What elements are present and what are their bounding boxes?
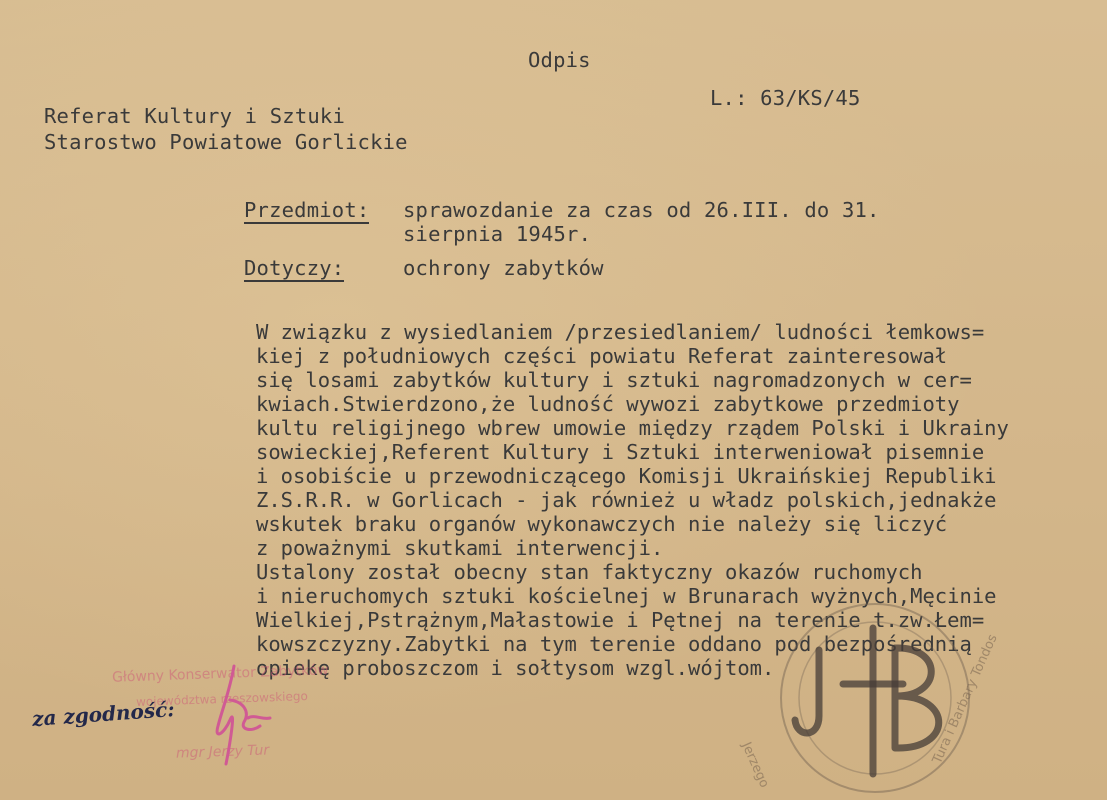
stamp-line-2: województwa rzeszowskiego [135,689,309,709]
body-line: Wielkiej,Pstrążnym,Małastowie i Pętnej na terenie t.zw.Łem= [256,608,985,632]
subject-label: Przedmiot: [244,198,370,222]
handwritten-note: za zgodność: [31,697,176,731]
watermark-logo-icon [775,598,985,798]
body-line: Ustalony został obecny stan faktyczny okazów ruchomych [256,560,923,584]
subject-line-2: sierpnia 1945r. [403,222,592,246]
stamp-line-1: Główny Konserwator Zabytków [111,662,329,686]
body-line: kowszczyzny.Zabytki na tym terenie oddano pod bezpośrednią [256,632,972,656]
concerns-label: Dotyczy: [244,256,345,280]
body-line: W związku z wysiedlaniem /przesiedlaniem/ ludności łemkows= [256,320,985,344]
watermark-text-left: Jerzego [738,740,772,791]
body-line: i osobiście u przewodniczącego Komisji Ukraińskiej Republiki [256,464,997,488]
body-line: opiekę proboszczom i sołtysom wzgl.wójtom. [256,656,775,680]
body-line: się losami zabytków kultury i sztuki nagromadzonych w cer= [256,368,972,392]
body-line: sowieckiej,Referent Kultury i Sztuki interweniował pisemnie [256,440,985,464]
body-line: i nieruchomych sztuki kościelnej w Brunarach wyżnych,Męcinie [256,584,997,608]
body-line: kultu religijnego wbrew umowie między rządem Polski i Ukrainy [256,416,1009,440]
sender-line-2: Starostwo Powiatowe Gorlickie [44,130,408,154]
sender-line-1: Referat Kultury i Sztuki [44,104,346,128]
body-line: wskutek braku organów wykonawczych nie należy się liczyć [256,512,948,536]
concerns-value: ochrony zabytków [403,256,604,280]
body-line: kwiach.Stwierdzono,że ludność wywozi zabytkowe przedmioty [256,392,960,416]
reference-number: L.: 63/KS/45 [710,86,861,110]
body-line: Z.S.R.R. w Gorlicach - jak również u władz polskich,jednakże [256,488,997,512]
subject-line-1: sprawozdanie za czas od 26.III. do 31. [403,198,880,222]
signature-icon [200,660,280,772]
document-heading: Odpis [528,48,591,72]
body-line: kiej z południowych części powiatu Referat zainteresował [256,344,948,368]
watermark-text-right: Tura i Barbary Tondos [930,632,1001,767]
stamp-line-3: mgr Jerzy Tur [175,742,270,762]
body-line: z poważnymi skutkami interwencji. [256,536,664,560]
